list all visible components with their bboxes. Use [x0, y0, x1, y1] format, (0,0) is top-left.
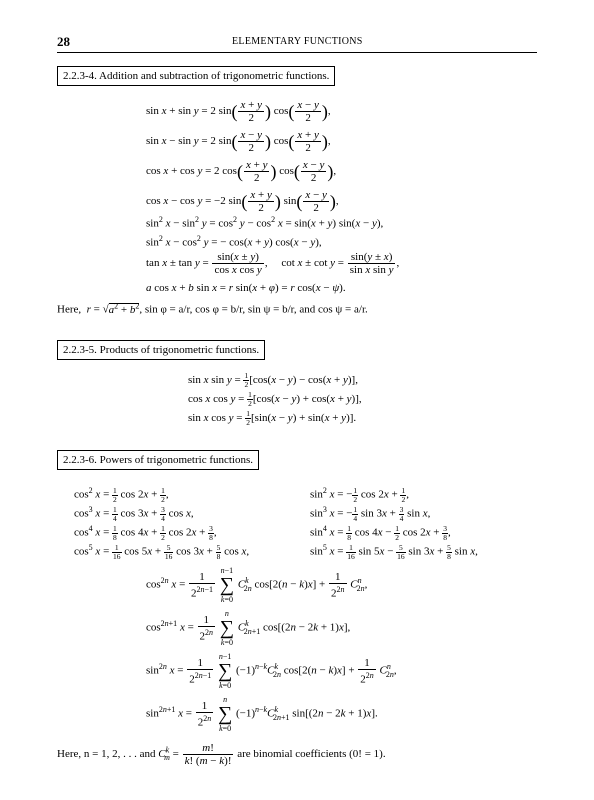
formula-cos-minus-cos: cos x − cos y = −2 sin( $\frac{x + y}{2}$ ) sin( $\frac{x - y}{2}$ ), [146, 189, 339, 214]
page-header [57, 34, 537, 50]
section-title-products: 2.2.3-5. Products of trigonometric functions. [57, 340, 265, 360]
formula-cos3: $\cos^3 x$ = $\frac{1}{4}$ cos 3x + $\frac{3}{4}$ cos x, [74, 504, 194, 523]
formula-sin-plus-sin: sin x + sin y = 2 sin( $\frac{x + y}{2}$ ) cos( $\frac{x - y}{2}$ ), [146, 99, 331, 124]
formula-cos2: $\cos^2 x$ = $\frac{1}{2}$ cos 2x + $\frac{1}{2}$ , [74, 485, 169, 504]
formula-sin-minus-sin: sin x − sin y = 2 sin( $\frac{x - y}{2}$ ) cos( $\frac{x + y}{2}$ ), [146, 129, 331, 154]
section-title-addition-subtraction: 2.2.3-4. Addition and subtraction of trigonometric functions. [57, 66, 335, 86]
formula-cos-2n: $\cos^{2n} x$ = $\frac{1}{2^{2n-1}}$ n−1 ∑ k=0 $C^k_{2n}$ cos[2(n − k)x] + $\frac{1}{2^{2n}}$ $C^n_{2n}$, [146, 566, 368, 604]
formula-sin-sin-product: sin x sin y = $\frac{1}{2}$ [cos(x − y) − cos(x + y)], [188, 371, 358, 389]
formula-cos-2n-plus-1: $\cos^{2n+1} x$ = $\frac{1}{2^{2n}}$ n ∑ k=0 $C^k_{2n+1}$ cos[(2n − 2k + 1)x], [146, 609, 351, 647]
formula-sin-2n-plus-1: $\sin^{2n+1} x$ = $\frac{1}{2^{2n}}$ n ∑ k=0 $(-1)^{n-k}C^k_{2n+1}$ sin[(2n − 2k + 1)x]. [146, 695, 378, 733]
header-rule [57, 52, 537, 53]
section-title-powers: 2.2.3-6. Powers of trigonometric functions. [57, 450, 259, 470]
note-binomial-coefficients: Here, n = 1, 2, . . . and $C^k_m$ = $\frac{m!}{k! (m - k)!}$ are binomial coefficients (0! = 1). [57, 742, 386, 767]
formula-cos5: $\cos^5 x$ = $\frac{1}{16}$ cos 5x + $\frac{5}{16}$ cos 3x + $\frac{5}{8}$ cos x, [74, 542, 250, 561]
formula-sin4: $\sin^4 x$ = $\frac{1}{8}$ cos 4x − $\frac{1}{2}$ cos 2x + $\frac{3}{8}$ , [310, 523, 451, 542]
note-r-definition: Here, $r = √a^2 + b^2$, sin φ = a/r, cos φ = b/r, sin ψ = b/r, and cos ψ = a/r. [57, 301, 368, 316]
formula-sin2: $\sin^2 x$ = − $\frac{1}{2}$ cos 2x + $\frac{1}{2}$ , [310, 485, 409, 504]
formula-cos-plus-cos: cos x + cos y = 2 cos( $\frac{x + y}{2}$ ) cos( $\frac{x - y}{2}$ ), [146, 159, 337, 184]
formula-sin5: $\sin^5 x$ = $\frac{1}{16}$ sin 5x − $\frac{5}{16}$ sin 3x + $\frac{5}{8}$ sin x, [310, 542, 478, 561]
running-title: ELEMENTARY FUNCTIONS [232, 36, 363, 47]
formula-sin2-minus-sin2: $\sin^2 x - \sin^2 y = \cos^2 y - \cos^2 x = \sin(x + y) \sin(x - y)$, [146, 215, 384, 230]
formula-cos4: $\cos^4 x$ = $\frac{1}{8}$ cos 4x + $\frac{1}{2}$ cos 2x + $\frac{3}{8}$ , [74, 523, 217, 542]
formula-a-cos-b-sin: a cos x + b sin x = r sin(x + φ) = r cos(x − ψ). [146, 282, 346, 294]
formula-sin-2n: $\sin^{2n} x$ = $\frac{1}{2^{2n-1}}$ n−1 ∑ k=0 $(-1)^{n-k}C^k_{2n}$ cos[2(n − k)x] + $\frac{1}{2^{2n}}$ $C^n_{2n}$, [146, 652, 397, 690]
formula-sin-cos-product: sin x cos y = $\frac{1}{2}$ [sin(x − y) + sin(x + y)]. [188, 409, 357, 427]
formula-sin2-minus-cos2: $\sin^2 x - \cos^2 y$ = − cos(x + y) cos(x − y), [146, 234, 322, 249]
page-number: 28 [57, 34, 70, 49]
formula-sin3: $\sin^3 x$ = − $\frac{1}{4}$ sin 3x + $\frac{3}{4}$ sin x, [310, 504, 431, 523]
formula-cos-cos-product: cos x cos y = $\frac{1}{2}$ [cos(x − y) + cos(x + y)], [188, 390, 362, 408]
formula-tan-cot-sums: tan x ± tan y = $\frac{\sin(x \pm y)}{\text{cos x cos y}}$ , cot x ± cot y = $\frac{\sin(y \pm x)}{\text{sin x sin y}}$ , [146, 251, 400, 276]
